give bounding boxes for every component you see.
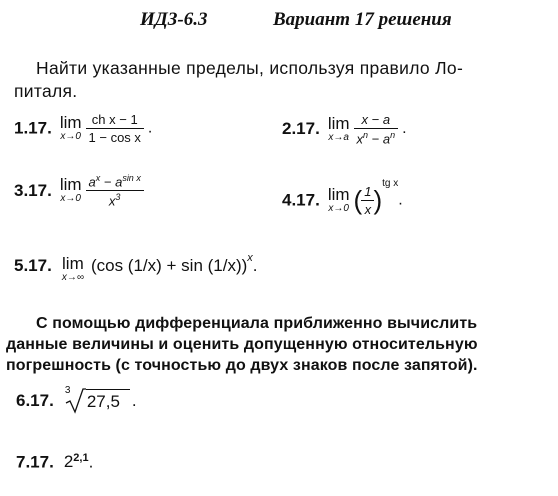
problem-2 [282,112,407,146]
intro-line-1: Найти указанные пределы, используя правило Ло- [36,58,464,78]
cube-root [64,385,132,414]
exponent: tg x [382,178,399,189]
intro-paragraph [14,57,514,103]
limit-body: (cos (1/x) + sin (1/x)) [90,256,248,275]
trailing-dot: . [147,119,153,137]
section2-paragraph [6,313,546,376]
den-exponent: 3 [115,192,121,203]
num-base: a [88,174,96,190]
limit-operator [327,113,350,143]
problem-6 [16,385,137,414]
lim-subscript: x→0 [328,202,349,214]
lim-subscript: x→a [328,131,349,143]
right-paren: ) [373,184,383,215]
problem-number: 5.17. [14,256,52,275]
problem-3 [14,173,144,209]
limit-operator [60,115,82,142]
problem-number: 4.17. [282,190,320,210]
lim-subscript: x→∞ [61,272,84,283]
num-exponent: x [95,173,101,183]
denominator [354,128,399,146]
den-base: x [108,193,116,209]
lim-subscript: x→0 [60,131,81,142]
numerator: 1 [364,183,372,199]
radicand: 27,5 [86,392,120,411]
problem-number: 3.17. [14,180,52,200]
left-paren: ( [353,184,363,215]
fraction [86,173,144,209]
problem-1 [14,112,152,145]
numerator [86,173,144,190]
section2-line-3: погрешность (с точностью до двух знаков после запятой). [6,357,478,374]
lim-text: lim [327,113,350,133]
trailing-dot: . [402,120,407,138]
numerator: ch x − 1 [91,112,138,127]
den-middle: − a [368,131,391,147]
denominator: x [361,200,374,217]
header-variant: Вариант 17 решения [273,9,452,30]
radical-sign-icon [64,388,86,414]
section2-line-2: данные величины и оценить допущенную относительную [6,336,478,353]
lim-text: lim [59,175,82,195]
limit-operator [327,184,350,214]
numerator: x − a [361,112,391,127]
denominator: 1 − cos x [86,128,144,145]
lim-text: lim [59,113,82,132]
power-exponent: 2,1 [73,452,89,464]
intro-line-2: питаля. [14,81,78,101]
trailing-dot: . [88,452,94,472]
trailing-dot: . [252,256,258,275]
section2-line-1: С помощью дифференциала приближенно вычислить [36,315,478,332]
problem-5 [14,252,258,283]
vinculum [86,389,130,390]
fraction [354,112,399,146]
num-exponent-2: sin x [122,173,141,183]
lim-subscript: x→0 [60,193,81,205]
limit-operator [62,256,84,283]
exponent: x [247,252,253,264]
problem-number: 2.17. [282,119,320,139]
num-middle: − a [100,174,123,190]
problem-number: 7.17. [16,452,54,472]
problem-4 [282,178,403,217]
problem-7 [16,452,93,472]
trailing-dot: . [131,391,137,410]
fraction [86,112,144,145]
limit-operator [60,177,82,204]
power-base: 2 [63,452,74,472]
den-base: x [356,131,364,147]
trailing-dot: . [398,191,403,209]
den-exponent: n [363,130,369,140]
denominator [86,190,144,208]
den-exponent-2: n [390,130,396,140]
lim-text: lim [327,184,350,204]
lim-text: lim [62,254,84,273]
problem-number: 1.17. [14,118,52,138]
problem-number: 6.17. [16,391,54,410]
root-index: 3 [64,385,71,396]
header-title: ИДЗ-6.3 [140,9,208,30]
